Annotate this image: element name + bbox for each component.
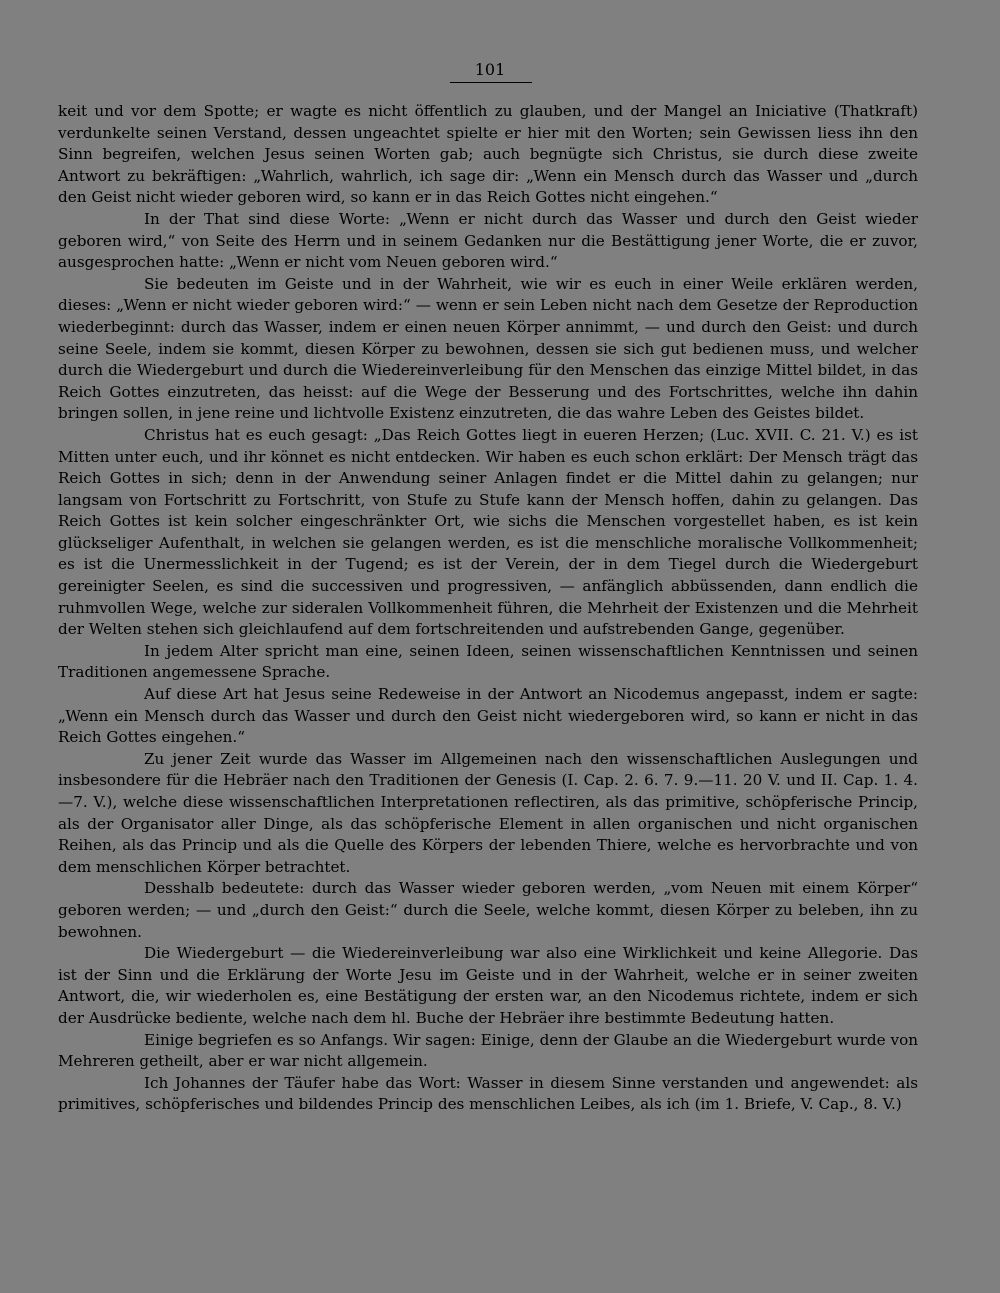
paragraph: Ich Johannes der Täufer habe das Wort: Wasser in diesem Sinne verstanden und angewendet: als primitives, schöpferisches und bildendes Princip des menschlichen Leibes, als ich (im 1. Briefe, V. Cap., 8. V.) bbox=[58, 1073, 918, 1114]
paragraph: In jedem Alter spricht man eine, seinen Ideen, seinen wissenschaftlichen Kenntnissen und seinen Traditionen angemessene Sprache. bbox=[58, 641, 918, 682]
page-number-rule bbox=[450, 82, 532, 83]
paragraph: Sie bedeuten im Geiste und in der Wahrheit, wie wir es euch in einer Weile erklären werden, dieses: „Wenn er nicht wieder geboren wird:“ — wenn er sein Leben nicht nach dem Gesetze der Reproduction wiederbeginnt: durch das Wasser, indem er einen neuen Körper annimmt, — und durch den Geist: und durch seine Seele, indem sie kommt, diesen Körper zu bewohnen, dessen sie sich gut bedienen muss, und welcher durch die Wiedergeburt und durch die Wiedereinverleibung für den Menschen das einzige Mittel bildet, in das Reich Gottes einzutreten, das heisst: auf die Wege der Besserung und des Fortschrittes, welche ihn dahin bringen sollen, in jene reine und lichtvolle Existenz einzutreten, die das wahre Leben des Geistes bildet. bbox=[58, 274, 918, 423]
page-number: 101 bbox=[474, 60, 506, 79]
paragraph: Die Wiedergeburt — die Wiedereinverleibung war also eine Wirklichkeit und keine Allegorie. Das ist der Sinn und die Erklärung der Worte Jesu im Geiste und in der Wahrheit, welche er in seiner zweiten Antwort, die, wir wiederholen es, eine Bestätigung der ersten war, an den Nicodemus richtete, indem er sich der Ausdrücke bediente, welche nach dem hl. Buche der Hebräer ihre bestimmte Bedeutung hatten. bbox=[58, 944, 918, 1027]
paragraph: Christus hat es euch gesagt: „Das Reich Gottes liegt in eueren Herzen; (Luc. XVII. C. 21. V.) es ist Mitten unter euch, und ihr könnet es nicht entdecken. Wir haben es euch schon erklärt: Der Mensch trägt das Reich Gottes in sich; denn in der Anwendung seiner Anlagen findet er die Mittel dahin zu gelangen; nur langsam von Fortschritt zu Fortschritt, von Stufe zu Stufe kann der Mensch hoffen, dahin zu gelangen. Das Reich Gottes ist kein solcher eingeschränkter Ort, wie sichs die Menschen vorgestellet haben, es ist kein glückseliger Aufenthalt, in welchen sie gelangen werden, es ist die menschliche moralische Vollkommenheit; es ist die Unermesslichkeit in der Tugend; es ist der Verein, der in dem Tiegel durch die Wiedergeburt gereinigter Seelen, es sind die successiven und progressiven, — anfänglich abbüssenden, dann endlich die ruhmvollen Wege, welche zur sideralen Vollkommenheit führen, die Mehrheit der Existenzen und die Mehrheit der Welten stehen sich gleichlaufend auf dem fortschreitenden und aufstrebenden Gange, gegenüber. bbox=[58, 425, 918, 639]
body-text bbox=[58, 101, 918, 1116]
paragraph: Auf diese Art hat Jesus seine Redeweise in der Antwort an Nicodemus angepasst, indem er sagte: „Wenn ein Mensch durch das Wasser und durch den Geist nicht wiedergeboren wird, so kann er nicht in das Reich Gottes eingehen.“ bbox=[58, 685, 918, 747]
paragraph: Desshalb bedeutete: durch das Wasser wieder geboren werden, „vom Neuen mit einem Körper“ geboren werden; — und „durch den Geist:“ durch die Seele, welche kommt, diesen Körper zu beleben, ihn zu bewohnen. bbox=[58, 879, 918, 941]
paragraph: Einige begriefen es so Anfangs. Wir sagen: Einige, denn der Glaube an die Wiedergeburt wurde von Mehreren getheilt, aber er war nicht allgemein. bbox=[58, 1030, 918, 1071]
paragraph: Zu jener Zeit wurde das Wasser im Allgemeinen nach den wissenschaftlichen Auslegungen und insbesondere für die Hebräer nach den Traditionen der Genesis (I. Cap. 2. 6. 7. 9.—11. 20 V. und II. Cap. 1. 4.—7. V.), welche diese wissenschaftlichen Interpretationen reflectiren, als das primitive, schöpferische Princip, als der Organisator aller Dinge, als das schöpferische Element in allen organischen und nicht organischen Reihen, als das Princip und als die Quelle des Körpers der lebenden Thiere, welche es hervorbrachte und von dem menschlichen Körper betrachtet. bbox=[58, 749, 918, 876]
paragraph: In der That sind diese Worte: „Wenn er nicht durch das Wasser und durch den Geist wieder geboren wird,“ von Seite des Herrn und in seinem Gedanken nur die Bestättigung jener Worte, die er zuvor, ausgesprochen hatte: „Wenn er nicht vom Neuen geboren wird.“ bbox=[58, 209, 918, 272]
paragraph: keit und vor dem Spotte; er wagte es nicht öffentlich zu glauben, und der Mangel an Iniciative (Thatkraft) verdunkelte seinen Verstand, dessen ungeachtet spielte er hier mit den Worten; sein Gewissen liess ihn den Sinn begreifen, welchen Jesus seinen Worten gab; auch begnügte sich Christus, sie durch diese zweite Antwort zu bekräftigen: „Wahrlich, wahrlich, ich sage dir: „Wenn ein Mensch durch das Wasser und „durch den Geist nicht wieder geboren wird, so kann er in das Reich Gottes nicht eingehen.“ bbox=[58, 102, 918, 207]
